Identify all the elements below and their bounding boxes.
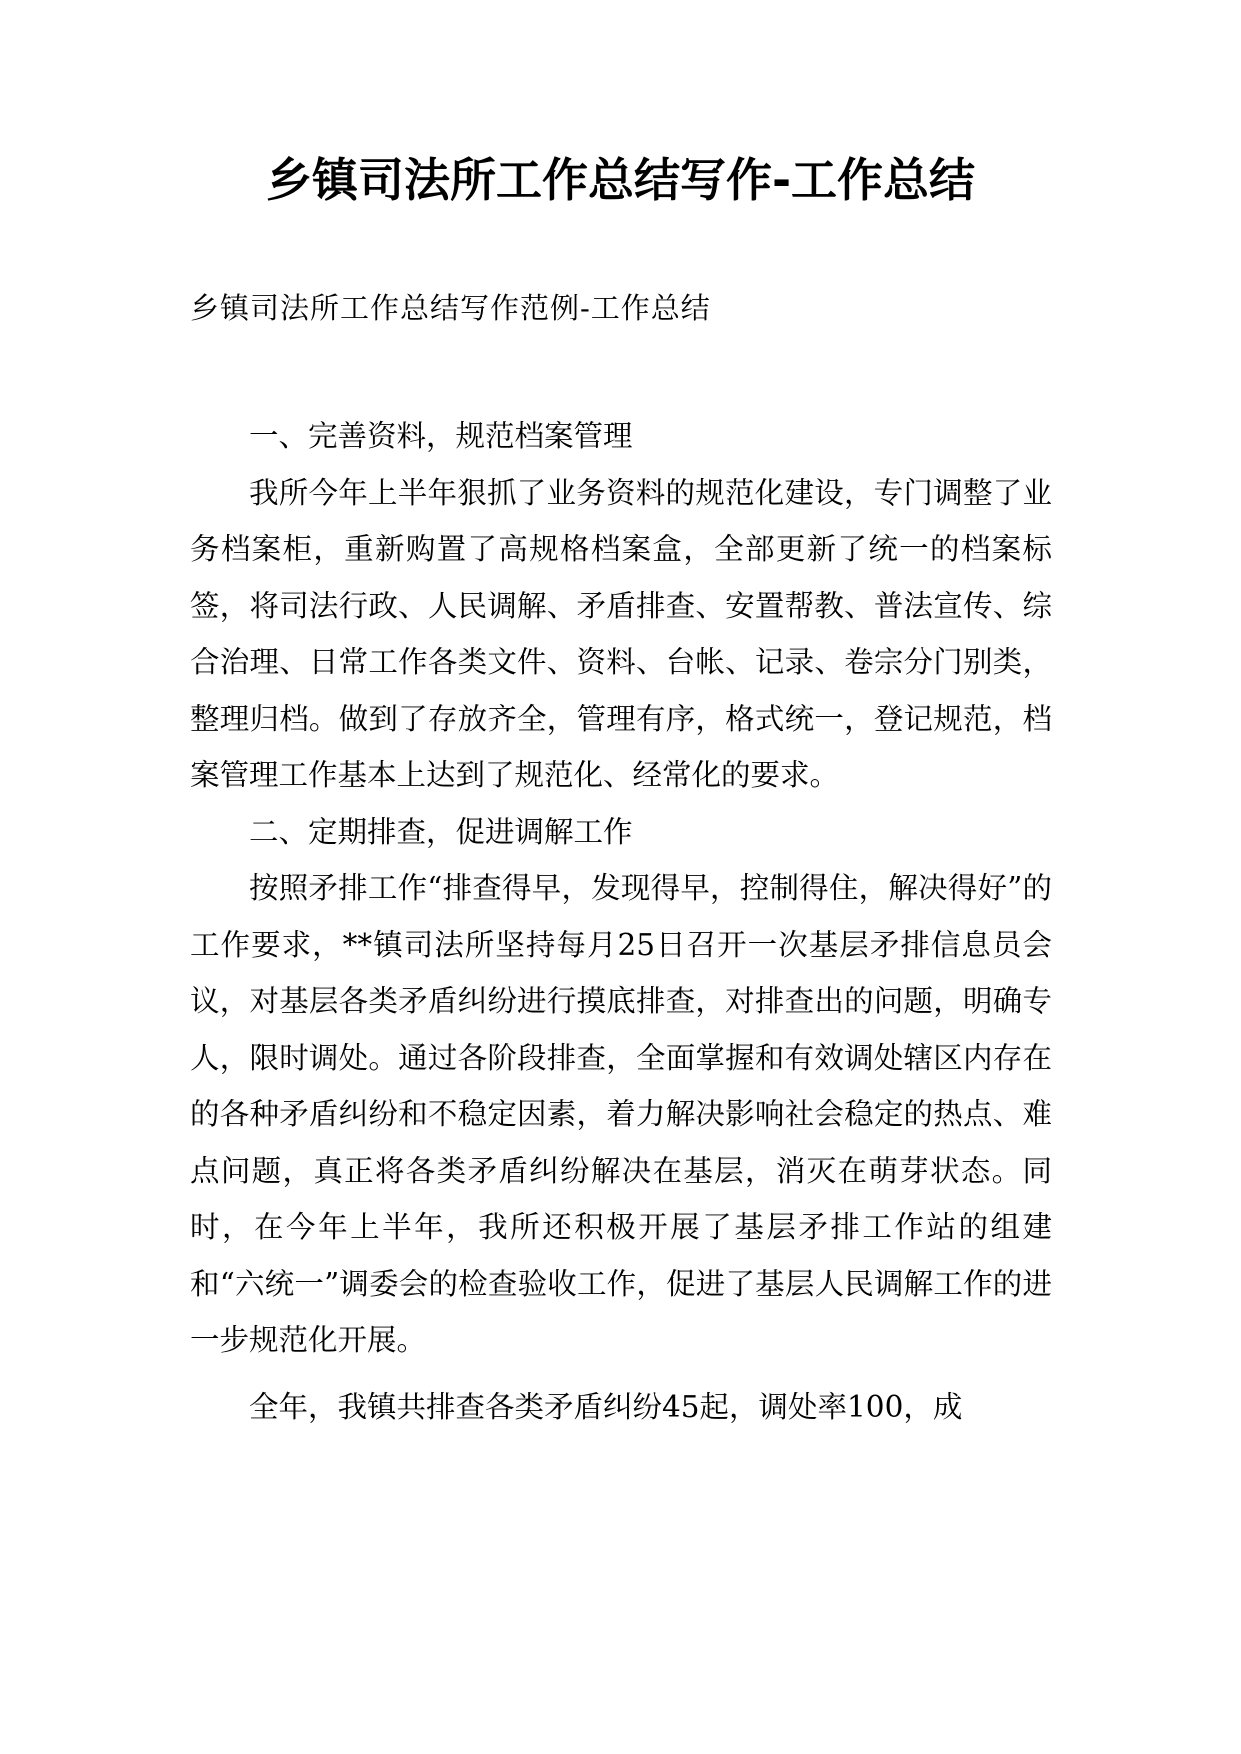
- section-paragraph-2: 按照矛排工作“排查得早，发现得早，控制得住，解决得好”的工作要求，**镇司法所坚持每月25日召开一次基层矛排信息员会议，对基层各类矛盾纠纷进行摸底排查，对排查出的问题，明确专人，限时调处。通过各阶段排查，全面掌握和有效调处辖区内存在的各种矛盾纠纷和不稳定因素，着力解决影响社会稳定的热点、难点问题，真正将各类矛盾纠纷解决在基层，消灭在萌芽状态。同时，在今年上半年，我所还积极开展了基层矛排工作站的组建和“六统一”调委会的检查验收工作，促进了基层人民调解工作的进一步规范化开展。: [190, 871, 1052, 1357]
- closing-paragraph: 全年，我镇共排查各类矛盾纠纷45起，调处率100，成: [249, 1389, 963, 1424]
- document-title: 乡镇司法所工作总结写作-工作总结: [265, 153, 976, 207]
- section-heading-1: 一、完善资料，规范档案管理: [249, 419, 633, 453]
- section-paragraph-1: 我所今年上半年狠抓了业务资料的规范化建设，专门调整了业务档案柜，重新购置了高规格档案盒，全部更新了统一的档案标签，将司法行政、人民调解、矛盾排查、安置帮教、普法宣传、综合治理、日常工作各类文件、资料、台帐、记录、卷宗分门别类，整理归档。做到了存放齐全，管理有序，格式统一，登记规范，档案管理工作基本上达到了规范化、经常化的要求。: [190, 475, 1052, 792]
- document-subtitle: 乡镇司法所工作总结写作范例-工作总结: [190, 291, 711, 325]
- section-heading-2: 二、定期排查，促进调解工作: [249, 814, 633, 849]
- document-body: [190, 408, 1052, 1435]
